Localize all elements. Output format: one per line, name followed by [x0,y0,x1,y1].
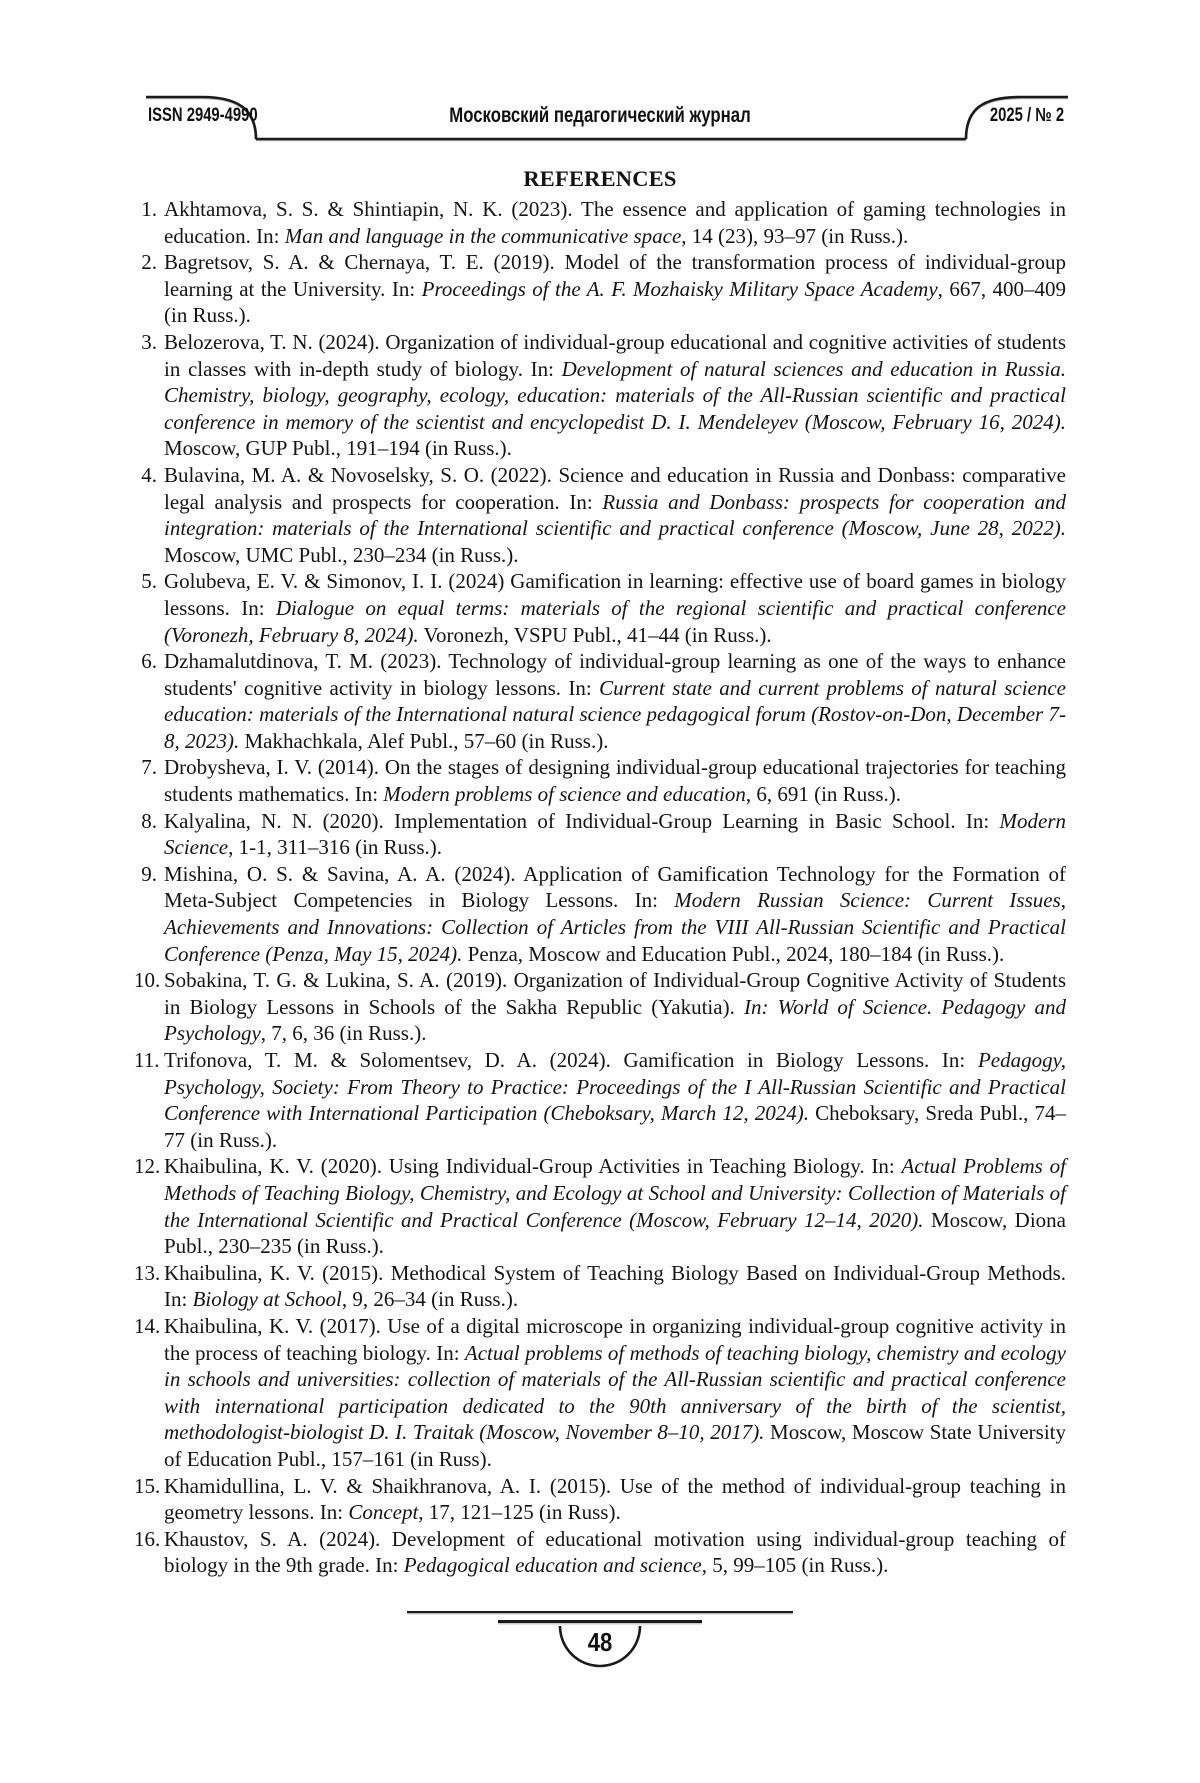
reference-text: , 7, 6, 36 (in Russ.). [260,1021,427,1046]
reference-number: 6. [141,649,157,674]
reference-number: 15. [134,1473,161,1498]
reference-source-title: Modern Science [164,808,1066,860]
reference-item [134,1313,1066,1473]
references-heading: REFERENCES [523,166,677,191]
reference-number: 9. [141,861,157,886]
reference-text: Sobakina, T. G. & Lukina, S. A. (2019). Organization of Individual-Group Cognitive Activity of Students in Biology Lessons in Schools of the Sakha Republic (Yakutia). [164,968,1066,1019]
issn-label: ISSN 2949-4990 [148,105,258,126]
reference-number: 8. [141,808,157,833]
page-number-plaque [552,1624,648,1672]
reference-text: Mishina, O. S. & Savina, A. A. (2024). Application of Gamification Technology for the Formation of Meta-Subject Competencies in Biology Lessons. In: [164,861,1066,913]
reference-number: 5. [141,569,157,594]
reference-number: 3. [141,329,157,354]
reference-number: 1. [141,197,157,221]
reference-source-title: Modern problems of science and education [383,782,746,807]
reference-text: Khaustov, S. A. (2024). Development of educational motivation using individual-group teaching of biology in the 9th grade. In: [164,1526,1066,1578]
reference-text: Voronezh, VSPU Publ., 41–44 (in Russ.). [418,622,772,647]
reference-text: Drobysheva, I. V. (2014). On the stages of designing individual-group educational trajectories for teaching students mathematics. In: [164,755,1066,807]
reference-text: Khaibulina, K. V. (2020). Using Individual-Group Activities in Teaching Biology. In: [164,1154,902,1179]
reference-source-title: Actual Problems of Methods of Teaching Biology, Chemistry, and Ecology at School and University: Collection of Materials of the International Scientific and Practical Conference (Moscow, February 12–14, 2020). [164,1154,1066,1232]
journal-header [130,90,1070,150]
reference-number: 4. [141,462,157,487]
reference-number: 7. [141,755,157,780]
reference-item [134,648,1066,754]
reference-item [134,754,1066,807]
reference-text: Kalyalina, N. N. (2020). Implementation of Individual-Group Learning in Basic School. In: [164,808,1000,833]
reference-item [134,568,1066,648]
reference-source-title: Biology at School [192,1287,342,1312]
reference-text: Belozerova, T. N. (2024). Organization of individual-group educational and cognitive activities of students in classes with in-depth study of biology. In: [164,329,1066,381]
reference-text: Khaibulina, K. V. (2017). Use of a digital microscope in organizing individual-group cognitive activity in the process of teaching biology. In: [164,1313,1066,1365]
reference-text: Akhtamova, S. S. & Shintiapin, N. K. (2023). The essence and application of gaming technologies in education. In: [164,197,1066,248]
issue-label: 2025 / № 2 [989,105,1064,126]
reference-text: , 5, 99–105 (in Russ.). [701,1553,889,1578]
reference-number: 2. [141,250,157,275]
reference-text: Khamidullina, L. V. & Shaikhranova, A. I. (2015). Use of the method of individual-group teaching in geometry lessons. In: [164,1473,1066,1525]
references-section [134,166,1066,1579]
reference-number: 13. [134,1260,161,1285]
reference-item [134,462,1066,568]
reference-item [134,249,1066,329]
reference-source-title: Current state and current problems of natural science education: materials of the International natural science pedagogical forum (Rostov-on-Don, December 7-8, 2023). [164,675,1066,753]
reference-source-title: Actual problems of methods of teaching biology, chemistry and ecology in schools and universities: collection of materials of the All-Russian scientific and practical conference with international participation dedicated to the 90th anniversary of the birth of the scientist, methodologist-biologist D. I. Traitak (Moscow, November 8–10, 2017). [164,1340,1066,1445]
reference-source-title: Proceedings of the A. F. Mozhaisky Military Space Academy [421,276,938,301]
footer-rule-short [498,1620,702,1623]
reference-item [134,808,1066,861]
reference-text: Trifonova, T. M. & Solomentsev, D. A. (2024). Gamification in Biology Lessons. In: [164,1048,978,1072]
reference-text: Golubeva, E. V. & Simonov, I. I. (2024) Gamification in learning: effective use of board games in biology lessons. In: [164,569,1066,620]
reference-text: Moscow, GUP Publ., 191–194 (in Russ.). [164,436,512,461]
reference-text: Cheboksary, Sreda Publ., 74–77 (in Russ.). [164,1101,1067,1152]
reference-item [134,1153,1066,1259]
reference-item [134,1526,1066,1579]
journal-title: Московский педагогический журнал [449,103,751,127]
reference-source-title: Concept [348,1500,419,1525]
reference-item [134,967,1066,1047]
reference-text: Makhachkala, Alef Publ., 57–60 (in Russ.). [239,728,609,753]
reference-text: Penza, Moscow and Education Publ., 2024, 180–184 (in Russ.). [462,941,1005,966]
reference-text: , 9, 26–34 (in Russ.). [341,1287,519,1312]
reference-text: Dzhamalutdinova, T. M. (2023). Technology of individual-group learning as one of the ways to enhance students' cognitive activity in biology lessons. In: [164,649,1066,700]
reference-text: Moscow, Moscow State University of Education Publ., 157–161 (in Russ). [164,1420,1066,1471]
reference-source-title: Development of natural sciences and education in Russia. Chemistry, biology, geography, ecology, education: materials of the All-Russian scientific and practical conference in memory of the scientist and encyclopedist D. I. Mendeleyev (Moscow, February 16, 2024). [164,356,1066,434]
reference-text: , 1-1, 311–316 (in Russ.). [228,835,443,860]
reference-number: 12. [134,1154,161,1179]
reference-item [134,1473,1066,1526]
reference-item [134,861,1066,967]
reference-item [134,329,1066,462]
reference-item [134,1047,1066,1153]
reference-text: , 667, 400–409 (in Russ.). [164,276,1067,328]
reference-text: Khaibulina, K. V. (2015). Methodical System of Teaching Biology Based on Individual-Group Methods. In: [164,1260,1066,1312]
reference-text: Moscow, Diona Publ., 230–235 (in Russ.). [164,1207,1066,1259]
reference-number: 16. [134,1526,161,1551]
reference-text: , 14 (23), 93–97 (in Russ.). [681,223,909,248]
reference-number: 11. [134,1048,160,1072]
reference-text: Bulavina, M. A. & Novoselsky, S. O. (2022). Science and education in Russia and Donbass: comparative legal analysis and prospects for cooperation. In: [164,462,1066,514]
reference-source-title: Pedagogical education and science [403,1553,702,1578]
reference-source-title: In: World of Science. Pedagogy and Psychology [164,994,1066,1046]
references-list [134,196,1066,1579]
reference-number: 14. [134,1313,161,1338]
reference-source-title: Modern Russian Science: Current Issues, Achievements and Innovations: Collection of Articles from the VIII All-Russian Scientific and Practical Conference (Penza, May 15, 2024). [164,888,1066,966]
reference-item [134,1260,1066,1313]
reference-text: Moscow, UMC Publ., 230–234 (in Russ.). [164,542,519,567]
reference-item [134,196,1066,249]
reference-source-title: Pedagogy, Psychology, Society: From Theory to Practice: Proceedings of the I All-Russian Scientific and Practical Conference with International Participation (Cheboksary, March 12, 2024). [164,1048,1066,1126]
reference-text: Bagretsov, S. A. & Chernaya, T. E. (2019). Model of the transformation process of individual-group learning at the University. In: [164,250,1066,301]
page-number: 48 [587,1627,613,1657]
reference-source-title: Dialogue on equal terms: materials of the regional scientific and practical conference (Voronezh, February 8, 2024). [164,595,1067,647]
reference-source-title: Man and language in the communicative space [284,223,682,248]
page-footer [0,1611,1200,1672]
footer-rule-long [407,1611,793,1613]
reference-source-title: Russia and Donbass: prospects for cooperation and integration: materials of the International scientific and practical conference (Moscow, June 28, 2022). [164,489,1066,541]
reference-number: 10. [134,968,161,993]
reference-text: , 6, 691 (in Russ.). [745,782,902,807]
reference-text: , 17, 121–125 (in Russ). [418,1500,621,1525]
